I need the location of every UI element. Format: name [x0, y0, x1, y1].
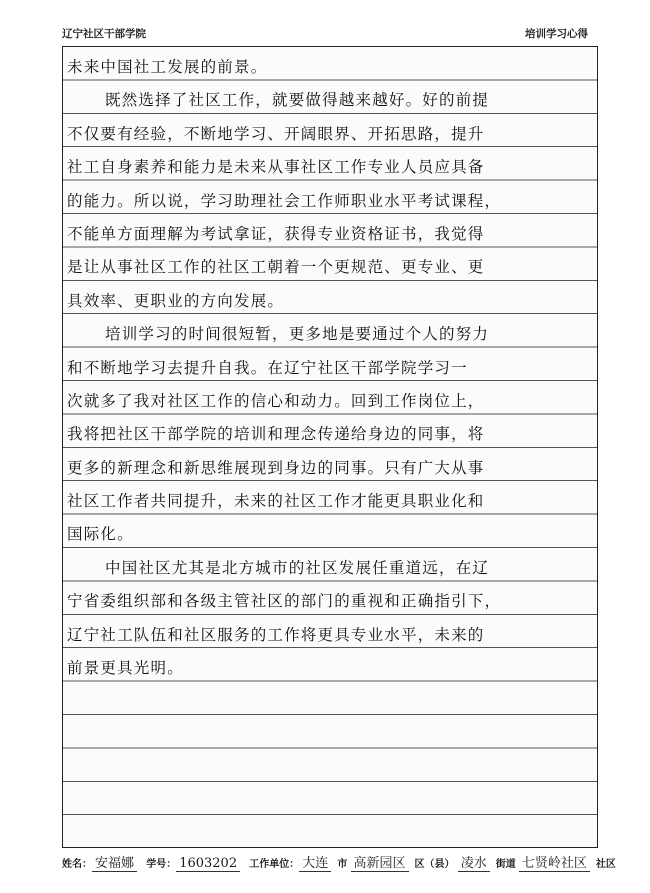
city-value: 大连 — [299, 852, 331, 872]
text-line: 国际化。 — [67, 525, 134, 544]
text-line: 具效率、更职业的方向发展。 — [67, 291, 285, 310]
text-line: 和不断地学习去提升自我。在辽宁社区干部学院学习一 — [67, 358, 468, 377]
text-line: 次就多了我对社区工作的信心和动力。回到工作岗位上， — [67, 391, 485, 410]
street-suffix: 街道 — [495, 859, 516, 870]
signature-footer — [62, 852, 616, 872]
text-line: 前景更具光明。 — [67, 659, 184, 678]
lined-writing-sheet — [62, 46, 598, 848]
text-line: 不仅要有经验，不断地学习、开阔眼界、开拓思路，提升 — [67, 124, 485, 143]
text-line: 我将把社区干部学院的培训和理念传递给身边的同事，将 — [67, 425, 485, 444]
text-line — [67, 752, 593, 785]
text-line: 是让从事社区工作的社区工朝着一个更规范、更专业、更 — [67, 258, 485, 277]
district-value: 高新园区 — [351, 852, 409, 872]
handwritten-lines — [67, 51, 593, 848]
text-line — [67, 719, 593, 752]
text-line: 既然选择了社区工作，就要做得越来越好。好的前提 — [105, 91, 490, 110]
id-label: 学号： — [146, 859, 177, 870]
street-value: 凌水 — [458, 852, 490, 872]
city-suffix: 市 — [337, 859, 348, 870]
name-label: 姓名： — [62, 859, 92, 870]
text-line: 更多的新理念和新思维展现到身边的同事。只有广大从事 — [67, 458, 485, 477]
district-suffix: 区（县） — [414, 859, 455, 870]
text-line: 的能力。所以说，学习助理社会工作师职业水平考试课程， — [67, 191, 502, 210]
page-header — [62, 26, 588, 42]
text-line: 不能单方面理解为考试拿证，获得专业资格证书，我觉得 — [67, 224, 485, 243]
text-line: 宁省委组织部和各级主管社区的部门的重视和正确指引下， — [67, 592, 502, 611]
document-type: 培训学习心得 — [525, 28, 588, 40]
text-line: 中国社区尤其是北方城市的社区发展任重道远，在辽 — [105, 558, 490, 577]
community-suffix: 社区 — [595, 859, 616, 870]
text-line: 社区工作者共同提升，未来的社区工作才能更具职业化和 — [67, 492, 485, 511]
community-value: 七贤岭社区 — [519, 852, 590, 872]
student-name: 安福娜 — [92, 852, 137, 872]
text-line — [67, 786, 593, 819]
text-line: 社工自身素养和能力是未来从事社区工作专业人员应具备 — [67, 158, 485, 177]
text-line — [67, 819, 593, 848]
text-line: 培训学习的时间很短暂，更多地是要通过个人的努力 — [105, 325, 490, 344]
text-line: 未来中国社工发展的前景。 — [67, 58, 268, 76]
student-id: 1603202 — [176, 856, 240, 872]
text-line: 辽宁社工队伍和社区服务的工作将更具专业水平，未来的 — [67, 625, 485, 644]
school-name: 辽宁社区干部学院 — [62, 28, 146, 40]
unit-label: 工作单位： — [249, 859, 300, 870]
text-line — [67, 685, 593, 718]
